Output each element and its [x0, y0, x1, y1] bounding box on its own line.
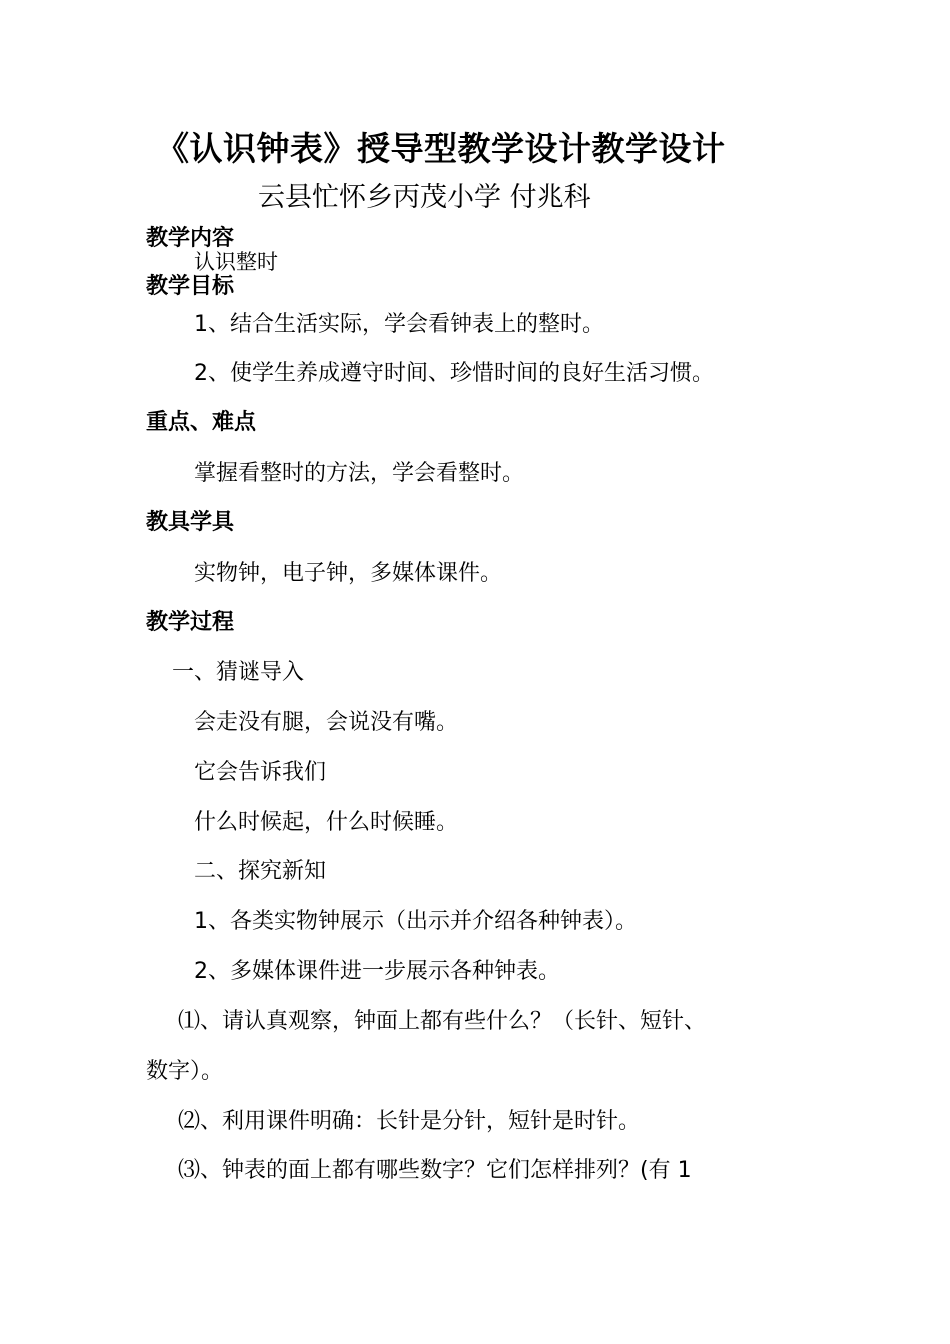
riddle-line-1: 会走没有腿，会说没有嘴。 [194, 710, 459, 735]
tools-body: 实物钟，电子钟，多媒体课件。 [194, 561, 503, 586]
riddle-line-3: 什么时候起，什么时候睡。 [194, 810, 459, 835]
section-heading-key-points: 重点、难点 [146, 410, 257, 435]
sub-item-3: ⑶、钟表的面上都有哪些数字？它们怎样排列？(有 1 [178, 1158, 692, 1183]
document-title: 《认识钟表》授导型教学设计教学设计 [156, 129, 726, 168]
process-item-1: 1、各类实物钟展示（出示并介绍各种钟表）。 [194, 909, 637, 934]
author-line: 云县忙怀乡丙茂小学 付兆科 [258, 182, 591, 213]
process-step-1: 一、猜谜导入 [172, 660, 305, 685]
goal-item-1: 1、结合生活实际，学会看钟表上的整时。 [194, 312, 604, 337]
sub-item-1-line-2: 数字）。 [146, 1059, 224, 1084]
sub-item-2: ⑵、利用课件明确：长针是分针，短针是时针。 [178, 1109, 641, 1134]
process-item-2: 2、多媒体课件进一步展示各种钟表。 [194, 959, 560, 984]
section-heading-goals: 教学目标 [146, 274, 235, 299]
section-heading-process: 教学过程 [146, 610, 235, 635]
goal-item-2: 2、使学生养成遵守时间、珍惜时间的良好生活习惯。 [194, 361, 714, 386]
content-body: 认识整时 [194, 250, 278, 274]
process-step-2: 二、探究新知 [194, 859, 327, 884]
section-heading-content: 教学内容 [146, 226, 235, 251]
key-points-body: 掌握看整时的方法，学会看整时。 [194, 461, 525, 486]
riddle-line-2: 它会告诉我们 [194, 760, 327, 785]
sub-item-1-line-1: ⑴、请认真观察，钟面上都有些什么？（长针、短针、 [178, 1009, 707, 1034]
section-heading-tools: 教具学具 [146, 510, 235, 535]
